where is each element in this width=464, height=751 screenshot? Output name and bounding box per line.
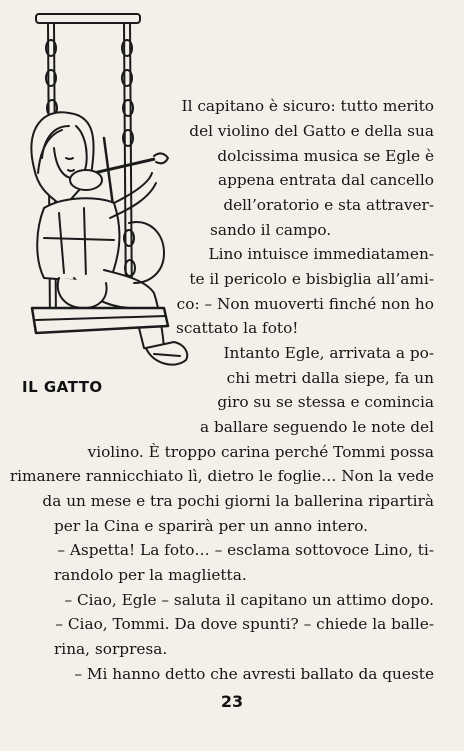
text-line: dolcissima musica se Egle è xyxy=(217,147,434,165)
text-line: co: – Non muoverti finché non ho xyxy=(176,295,434,313)
text-line: Il capitano è sicuro: tutto merito xyxy=(181,97,434,115)
text-line: randolo per la maglietta. xyxy=(54,566,247,584)
text-line: a ballare seguendo le note del xyxy=(199,418,434,436)
page-number: 23 xyxy=(220,692,244,711)
text-line: Lino intuisce immediatamen- xyxy=(208,245,434,263)
illustration-caption: IL GATTO xyxy=(22,378,103,396)
text-line: scattato la foto! xyxy=(176,319,299,337)
text-line: violino. È troppo carina perché Tommi possa xyxy=(87,443,434,461)
text-line: Intanto Egle, arrivata a po- xyxy=(223,344,434,362)
text-line: – Ciao, Tommi. Da dove spunti? – chiede la balle- xyxy=(55,615,434,633)
text-line: rina, sorpresa. xyxy=(54,640,168,658)
girl-on-swing-playing-violin-illustration xyxy=(14,8,194,393)
text-line: da un mese e tra pochi giorni la ballerina ripartirà xyxy=(42,492,434,510)
text-line: appena entrata dal cancello xyxy=(217,171,434,189)
text-line: te il pericolo e bisbiglia all’ami- xyxy=(189,270,434,288)
text-line: chi metri dalla siepe, fa un xyxy=(226,369,434,387)
text-line: giro su se stessa e comincia xyxy=(217,393,434,411)
text-line: sando il campo. xyxy=(210,221,332,239)
text-line: del violino del Gatto e della sua xyxy=(189,122,434,140)
text-line: rimanere rannicchiato lì, dietro le foglie… Non la vede xyxy=(9,467,434,485)
text-line: per la Cina e sparirà per un anno intero. xyxy=(54,517,369,535)
text-line: – Mi hanno detto che avresti ballato da queste xyxy=(74,665,434,683)
text-line: – Ciao, Egle – saluta il capitano un attimo dopo. xyxy=(64,591,434,609)
text-line: dell’oratorio e sta attraver- xyxy=(223,196,434,214)
text-line: – Aspetta! La foto… – esclama sottovoce Lino, ti- xyxy=(57,541,434,559)
